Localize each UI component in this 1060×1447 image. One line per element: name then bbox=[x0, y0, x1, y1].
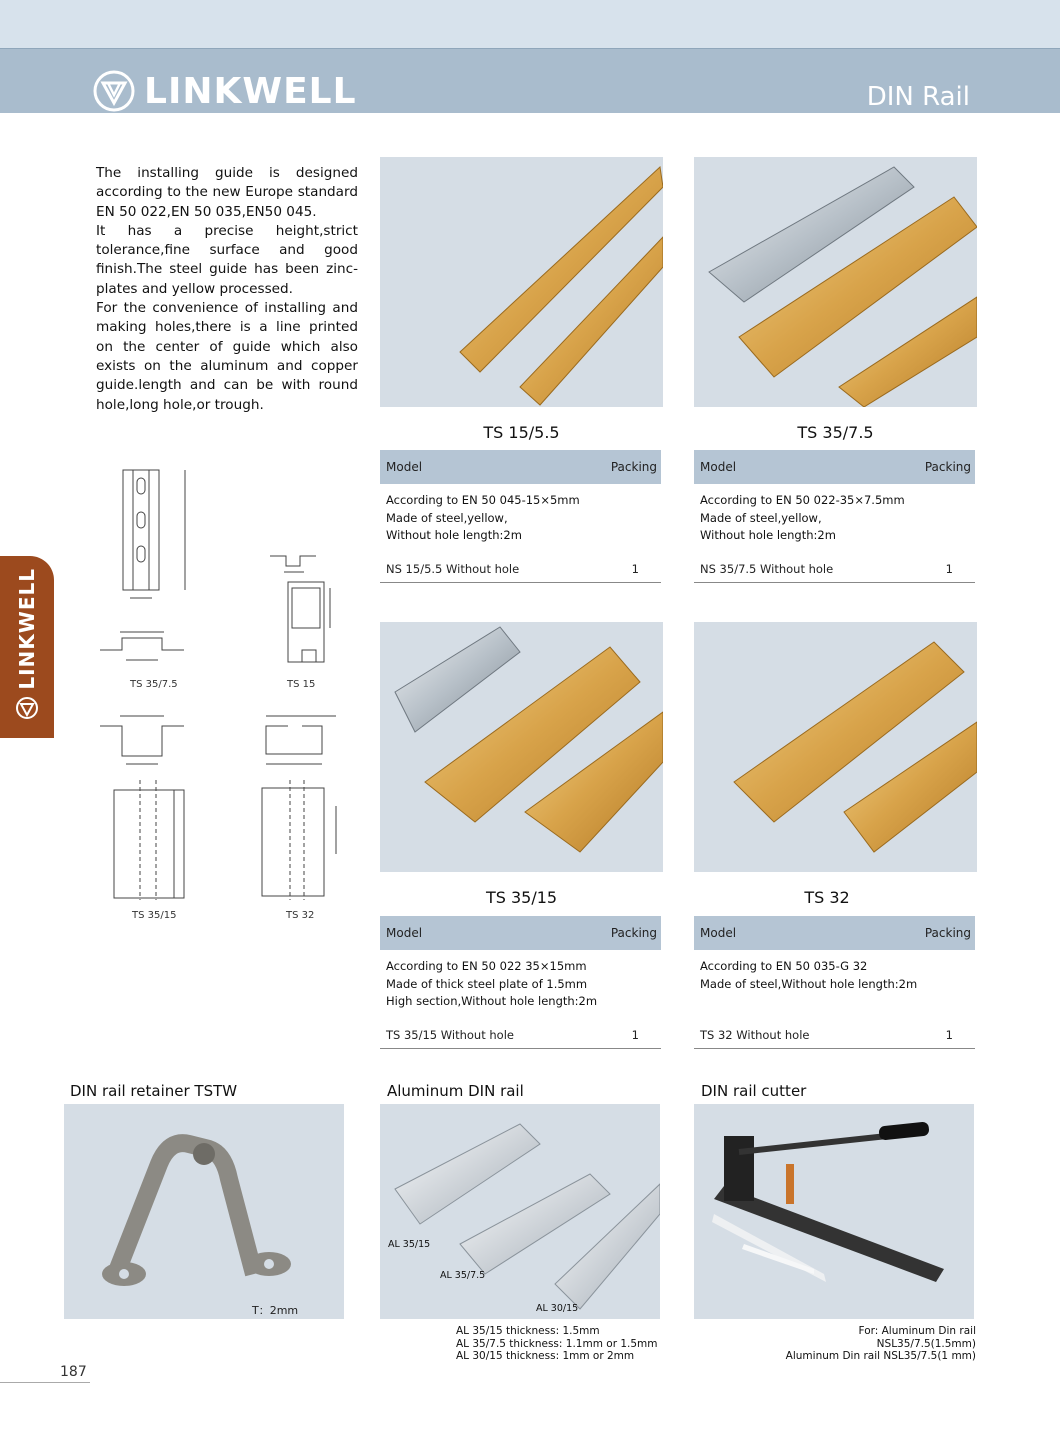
aluminum-rail-image bbox=[380, 1104, 660, 1319]
cutter-image bbox=[694, 1104, 974, 1319]
desc-line: According to EN 50 045-15×5mm bbox=[386, 493, 580, 507]
drawing-label-ts35-15: TS 35/15 bbox=[132, 910, 177, 921]
spec-description bbox=[694, 484, 975, 556]
aluminum-label-35-7-5: AL 35/7.5 bbox=[440, 1270, 486, 1281]
caption-line: AL 35/7.5 thickness: 1.1mm or 1.5mm bbox=[456, 1337, 658, 1350]
spec-table-ts32 bbox=[694, 916, 975, 1049]
photo-ts35-15 bbox=[380, 622, 663, 872]
desc-line: Without hole length:2m bbox=[386, 528, 522, 542]
column-packing: Packing bbox=[924, 460, 971, 474]
rail-profile-drawings bbox=[90, 460, 360, 930]
page-header bbox=[0, 48, 1060, 113]
caption-line: For: Aluminum Din rail NSL35/7.5(1.5mm) bbox=[858, 1325, 976, 1350]
rail-image-ts15 bbox=[380, 157, 663, 407]
item-name: NS 15/5.5 Without hole bbox=[386, 562, 520, 576]
technical-drawings bbox=[90, 460, 360, 930]
spec-description bbox=[694, 950, 975, 1022]
item-qty: 1 bbox=[945, 562, 953, 576]
caption-line: Aluminum Din rail NSL35/7.5(1 mm) bbox=[785, 1350, 976, 1362]
rail-image-ts32 bbox=[694, 622, 977, 872]
page-title: DIN Rail bbox=[866, 82, 970, 112]
aluminum-caption bbox=[456, 1325, 658, 1363]
desc-line: Made of steel,Without hole length:2m bbox=[700, 976, 918, 991]
column-model: Model bbox=[700, 460, 737, 474]
spec-item-row bbox=[380, 1022, 661, 1049]
caption-line: AL 30/15 thickness: 1mm or 2mm bbox=[456, 1350, 635, 1362]
desc-line: According to EN 50 022-35×7.5mm bbox=[700, 493, 905, 507]
photo-aluminum bbox=[380, 1104, 660, 1319]
aluminum-title: Aluminum DIN rail bbox=[387, 1082, 524, 1100]
photo-ts32 bbox=[694, 622, 977, 872]
aluminum-label-35-15: AL 35/15 bbox=[388, 1239, 431, 1250]
column-model: Model bbox=[386, 926, 423, 940]
desc-line: High section,Without hole length:2m bbox=[386, 994, 598, 1008]
side-brand-tab bbox=[0, 556, 54, 738]
item-name: TS 35/15 Without hole bbox=[386, 1028, 514, 1042]
column-model: Model bbox=[386, 460, 423, 474]
column-packing: Packing bbox=[924, 926, 971, 940]
intro-paragraph-2: It has a precise height,strict tolerance,fine surface and good finish.The steel guide has been zinc-plates and yellow processed. bbox=[96, 222, 358, 297]
brand-name: LINKWELL bbox=[144, 70, 357, 112]
product-title-ts35-7-5: TS 35/7.5 bbox=[797, 423, 874, 442]
spec-table-ts35-15 bbox=[380, 916, 661, 1049]
spec-header bbox=[694, 450, 975, 484]
item-name: NS 35/7.5 Without hole bbox=[700, 562, 834, 576]
spec-header bbox=[380, 450, 661, 484]
spec-table-ts15-5-5 bbox=[380, 450, 661, 583]
column-packing: Packing bbox=[610, 460, 657, 474]
spec-header bbox=[380, 916, 661, 950]
retainer-image bbox=[64, 1104, 344, 1319]
spec-description bbox=[380, 950, 661, 1022]
page-number: 187 bbox=[60, 1364, 87, 1380]
product-title-ts35-15: TS 35/15 bbox=[485, 888, 558, 907]
column-model: Model bbox=[700, 926, 737, 940]
caption-line: AL 35/15 thickness: 1.5mm bbox=[456, 1325, 600, 1337]
photo-ts15-5-5 bbox=[380, 157, 663, 407]
drawing-label-ts32: TS 32 bbox=[286, 910, 315, 921]
drawing-label-ts15: TS 15 bbox=[287, 679, 316, 690]
desc-line: Without hole length:2m bbox=[700, 528, 836, 542]
desc-line: Made of steel,yellow, bbox=[386, 510, 508, 525]
spec-header bbox=[694, 916, 975, 950]
desc-line: According to EN 50 035-G 32 bbox=[700, 959, 868, 973]
aluminum-label-30-15: AL 30/15 bbox=[536, 1303, 579, 1314]
brand-logo bbox=[92, 69, 357, 113]
photo-retainer bbox=[64, 1104, 344, 1319]
cutter-title: DIN rail cutter bbox=[701, 1082, 807, 1100]
rail-image-ts35-7-5 bbox=[694, 157, 977, 407]
desc-line: Made of steel,yellow, bbox=[700, 510, 822, 525]
intro-text bbox=[96, 164, 358, 415]
intro-paragraph-1: The installing guide is designed according to the new Europe standard EN 50 022,EN 50 035,EN50 045. bbox=[96, 165, 358, 220]
side-logo-icon bbox=[15, 696, 39, 720]
item-qty: 1 bbox=[631, 562, 639, 576]
photo-cutter bbox=[694, 1104, 974, 1319]
drawing-label-ts35-7-5: TS 35/7.5 bbox=[130, 679, 178, 690]
item-name: TS 32 Without hole bbox=[700, 1028, 810, 1042]
product-title-ts32: TS 32 bbox=[804, 888, 850, 907]
intro-paragraph-3: For the convenience of installing and making holes,there is a line printed on the center of guide which also exists on the aluminum and copper guide.length and can be with round hole,long hole,or trough. bbox=[96, 300, 358, 413]
side-brand-text: LINKWELL bbox=[15, 568, 39, 690]
spec-item-row bbox=[694, 1022, 975, 1049]
product-title-ts15-5-5: TS 15/5.5 bbox=[483, 423, 560, 442]
photo-ts35-7-5 bbox=[694, 157, 977, 407]
retainer-title: DIN rail retainer TSTW bbox=[70, 1082, 238, 1100]
item-qty: 1 bbox=[631, 1028, 639, 1042]
desc-line: According to EN 50 022 35×15mm bbox=[386, 959, 587, 973]
spec-table-ts35-7-5 bbox=[694, 450, 975, 583]
cutter-caption bbox=[756, 1325, 976, 1363]
rail-image-ts35-15 bbox=[380, 622, 663, 872]
linkwell-logo-icon bbox=[92, 69, 136, 113]
spec-item-row bbox=[380, 556, 661, 583]
desc-line: Made of thick steel plate of 1.5mm bbox=[386, 976, 588, 991]
spec-item-row bbox=[694, 556, 975, 583]
retainer-thickness: T：2mm bbox=[252, 1304, 299, 1317]
top-band bbox=[0, 0, 1060, 48]
page-divider bbox=[0, 1382, 90, 1383]
spec-description bbox=[380, 484, 661, 556]
item-qty: 1 bbox=[945, 1028, 953, 1042]
column-packing: Packing bbox=[610, 926, 657, 940]
